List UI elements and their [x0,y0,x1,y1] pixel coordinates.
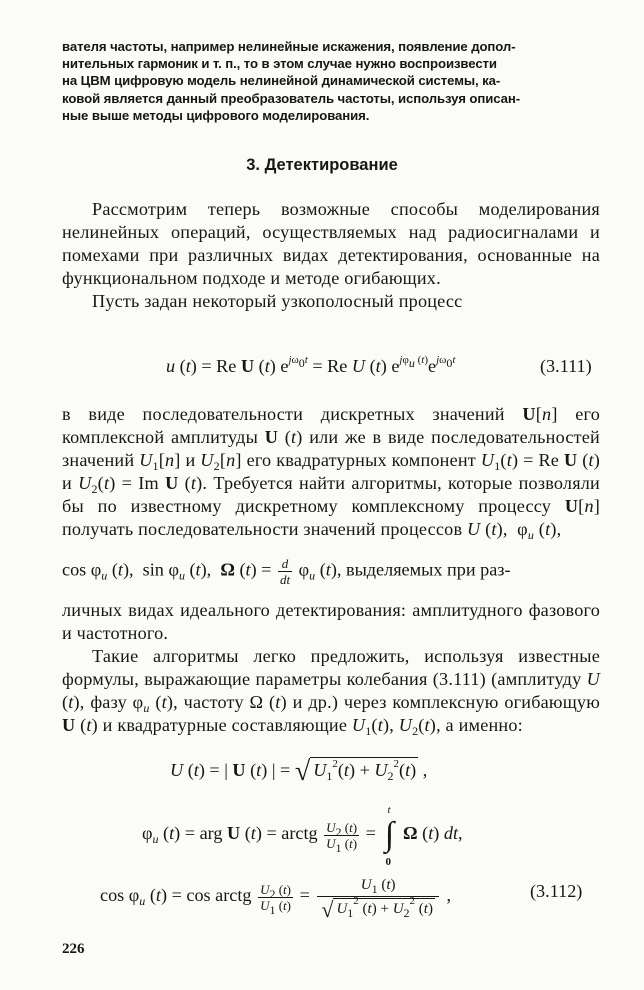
equation-3-111-body: u (t) = Re U (t) $e^{j\omega_0t} = Re$ U (t) $e^{j\varphi_u (t)}e^{j\omega_0t}$ [166,354,456,376]
paragraph-5-part: , фазу [79,692,127,712]
equation-number: (3.112) [530,881,583,901]
paragraph-5-part: Такие алгоритмы легко предложить, используя известные формулы, выражающие параметры колебания (3.111) (амплитуду [62,646,600,689]
paragraph-3: в виде последовательности дискретных значений U[n] его комплексной амплитуды U (t) или же в виде последовательностей значений $U_1[n]$ и $U_2[n]$ его квадратурных компонент $U_1(t) = Re$ U (t) и $U_2(t) = Im$ U (t). Требуется найти алгоритмы, которые позволяли бы по известному дискретному комплексному процессу U[n] получать последовательности значений процессов U (t), $\varphi_u$ (t), [62,404,600,542]
paragraph-2-text: Пусть задан некоторый узкополосный процесс [92,291,463,311]
paragraph-5-part: , а именно: [436,715,523,735]
section-heading: 3. Детектирование [246,156,398,174]
intro-line: нительных гармоник и т. п., то в этом случае нужно воспроизвести [62,56,497,72]
paragraph-3-end: выделяемых при раз- [345,559,511,580]
paragraph-3-part: Требуется найти алгоритмы, которые позволяли бы по известному дискретному комплексному процессу [62,473,600,516]
paragraph-3-part: его комплексной амплитуды [62,404,600,447]
intro-line: на ЦВМ цифровую модель нелинейной динамической системы, ка- [62,73,501,89]
paragraph-1-text: Рассмотрим теперь возможные способы моделирования нелинейных операций, осуществляемых над радиосигналами и помехами при различных видах детектирования, основанные на функциональном подходе и методе огибающих. [62,199,600,288]
paragraph-3-part: получать последовательности значений процессов [62,519,463,539]
paragraph-4 [62,599,600,737]
paragraph-5-part: и квадратурные составляющие [102,715,348,735]
paragraph-3-part: его квадратурных компонент [246,450,476,470]
paragraph-3-part: или же в виде последовательностей значений [62,427,600,470]
intro-line: ковой является данный преобразователь частоты, используя описан- [62,90,521,106]
intro-line: ные выше методы цифрового моделирования. [62,107,370,123]
paragraph-5-part: и др.) через комплексную огибающую [292,692,601,712]
page-number: 226 [62,941,85,957]
paragraph-5: Такие алгоритмы легко предложить, используя известные формулы, выражающие параметры колебания (3.111) (амплитуду U (t), фазу $\varphi_u$ (t), частоту Ω (t) и др.) через комплексную огибающую U (t) и квадратурные составляющие $U_1(t)$, $U_2(t)$, а именно: [62,646,601,738]
intro-paragraph [62,38,600,124]
book-page: вателя частоты, например нелинейные искажения, появление допол- нительных гармоник и т. п., то в этом случае нужно воспроизвести на ЦВМ цифровую модель нелинейной динамической системы, ка- ковой является данный преобразователь частоты, используя описан- ные выше методы цифрового моделирования. 3. Детектирование Рассмотрим теперь возможные способы моделирования нелинейных операций, осуществляемых над радиосигналами и помехами при различных видах детектирования, основанные на функциональном подходе и методе огибающих. Пусть задан некоторый узкополосный процесс u (t) = Re U (t) $e^{j\omega_0t} = Re$ U (t) $e^{j\varphi_u (t)}e^{j\omega_0t}$ (3.111) в виде последовательности дискретных значений U[n] его комплексной амплитуды U (t) или же в виде последовательностей значений $U_1[n]$ и $U_2[n]$ его квадратурных компонент $U_1(t) = Re$ U (t) и $U_2(t) = Im$ U (t). Требуется найти алгоритмы, которые позволяли бы по известному дискретному комплексному процессу U[n] получать последовательности значений процессов U (t), $\varphi_u$ (t), $\cos \varphi_u$ (t), $\sin \varphi_u$ (t), Ω (t) = $\frac{d}{dt}$ $\varphi_u$ (t), выделяемых при раз- личных видах идеального детектирования: амплитудного фазового и частотного. Такие алгоритмы легко предложить, используя известные формулы, выражающие параметры колебания (3.111) (амплитуду U (t), фазу $\varphi_u$ (t), частоту Ω (t) и др.) через комплексную огибающую U (t) и квадратурные составляющие $U_1(t)$, $U_2(t)$, а именно: U (t) = | U (t) | = √ $U_1^2(t) + U_2^2(t)$ , $\varphi_u$ (t) = arg U (t) = arctg $\frac{U_2 (t)}{U_1 (t)}$ = t ∫ 0 Ω (t) dt, $\cos \varphi_u$ (t) = cos arctg $\frac{U_2 (t)}{U_1 (t)}$ = $\frac{U_1 (t)}{√ U_1^2 (t) + U_2^2 (t)}$ , (3.112) 226 [0,0,644,990]
paragraph-1 [62,198,600,313]
paragraph-5-part: , частоту [173,692,244,712]
intro-line: вателя частоты, например нелинейные искажения, появление допол- [62,39,516,54]
equation-number: (3.111) [540,356,592,376]
paragraph-3-part: в виде последовательности дискретных значений [62,404,505,424]
paragraph-4-text: личных видах идеального детектирования: амплитудного фазового и частотного. [62,600,600,643]
